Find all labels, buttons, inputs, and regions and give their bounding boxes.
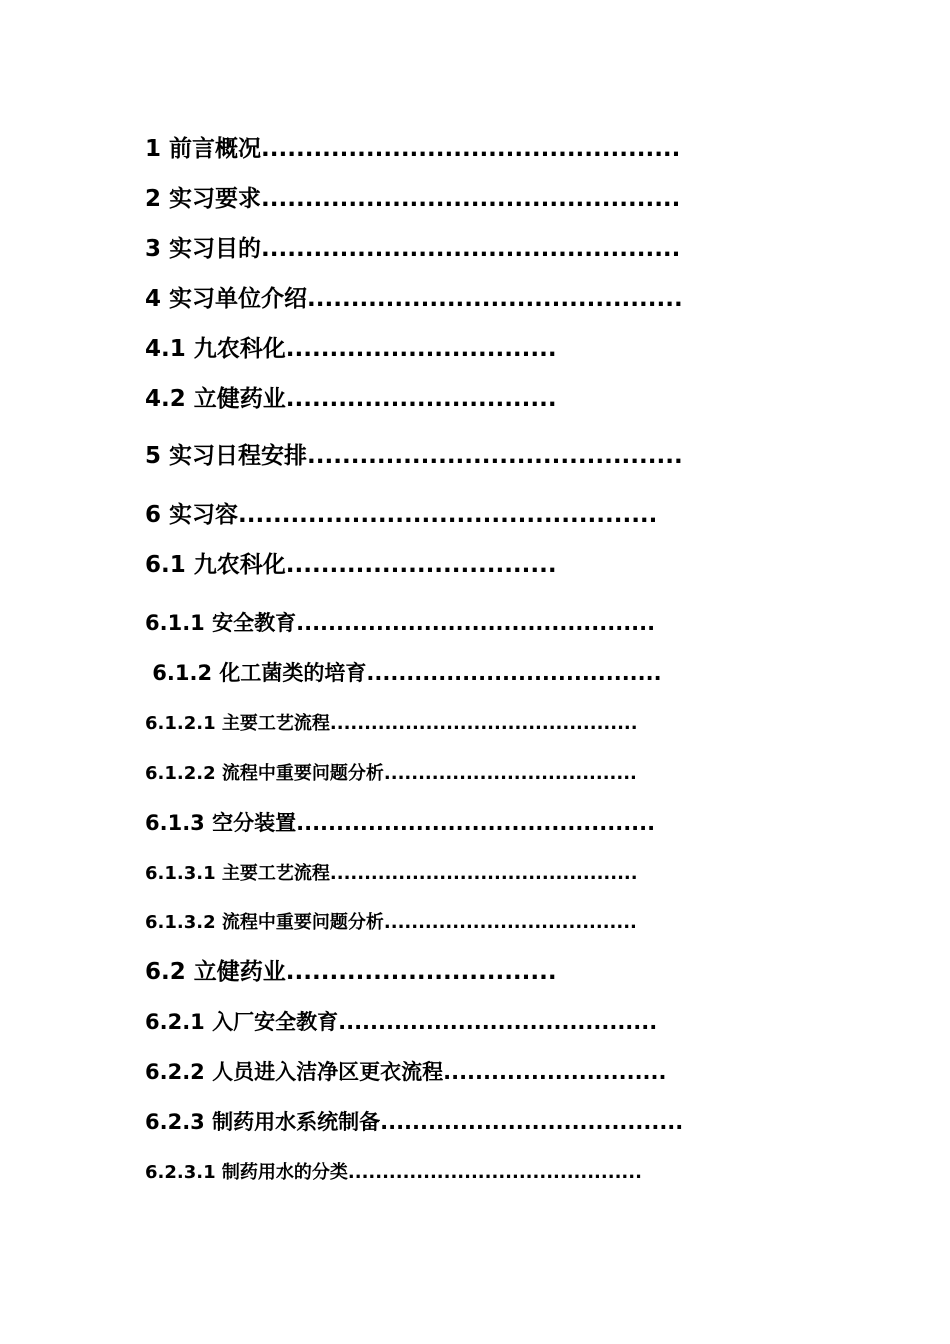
toc-entry-text: 6.1.1 安全教育 <box>145 611 297 635</box>
toc-entry-text: 6.1.2 化工菌类的培育 <box>145 661 367 685</box>
toc-entry-text: 1 前言概况 <box>145 136 262 162</box>
toc-entry-text: 6.1.3.1 主要工艺流程 <box>145 863 330 884</box>
toc-entry-text: 6.1.3 空分装置 <box>145 811 297 835</box>
toc-entry-text: 4.2 立健药业 <box>145 386 286 412</box>
toc-entry <box>145 663 662 684</box>
toc-entry <box>145 338 557 361</box>
toc-leader: ............................ <box>443 1060 667 1084</box>
toc-entry-text: 6.2 立健药业 <box>145 959 286 985</box>
toc-leader: ................................................ <box>261 136 681 162</box>
toc-leader: ............................................. <box>329 713 638 734</box>
toc-entry <box>145 388 557 411</box>
toc-entry-text: 4.1 九农科化 <box>145 336 286 362</box>
toc-entry <box>145 961 557 984</box>
toc-entry-text: 6.2.1 入厂安全教育 <box>145 1010 339 1034</box>
toc-entry <box>145 1012 657 1033</box>
toc-entry-text: 6.2.3 制药用水系统制备 <box>145 1110 381 1134</box>
toc-leader: ............................................. <box>329 863 638 884</box>
toc-leader: ............................................. <box>296 611 656 635</box>
toc-leader: ........................................... <box>347 1162 642 1183</box>
toc-entry <box>145 288 683 311</box>
toc-entry <box>145 1112 683 1133</box>
toc-leader: ................................................ <box>261 236 681 262</box>
toc-entry-text: 2 实习要求 <box>145 186 262 212</box>
toc-entry <box>145 445 683 468</box>
toc-leader: ............................... <box>285 386 557 412</box>
toc-leader: ............................... <box>285 959 557 985</box>
toc-entry <box>145 504 657 527</box>
toc-entry <box>145 554 557 577</box>
toc-entry-text: 6.2.3.1 制药用水的分类 <box>145 1162 348 1183</box>
toc-entry <box>145 613 655 634</box>
toc-entry-text: 5 实习日程安排 <box>145 443 308 469</box>
toc-entry <box>145 914 637 932</box>
toc-entry-text: 6.2.2 人员进入洁净区更衣流程 <box>145 1060 444 1084</box>
toc-entry-text: 6 实习容 <box>145 502 239 528</box>
toc-entry <box>145 865 638 883</box>
toc-leader: ........................................... <box>307 443 683 469</box>
toc-leader: ...................................... <box>380 1110 684 1134</box>
toc-entry-text: 4 实习单位介绍 <box>145 286 308 312</box>
toc-entry <box>145 1164 642 1182</box>
toc-leader: ........................................ <box>338 1010 658 1034</box>
toc-entry-text: 6.1 九农科化 <box>145 552 286 578</box>
toc-entry-text: 6.1.3.2 流程中重要问题分析 <box>145 912 384 933</box>
toc-entry-text: 6.1.2.2 流程中重要问题分析 <box>145 763 384 784</box>
toc-leader: ..................................... <box>383 912 637 933</box>
toc-leader: ........................................... <box>307 286 683 312</box>
toc-leader: ................................................ <box>238 502 658 528</box>
toc-leader: ..................................... <box>366 661 662 685</box>
toc-leader: ............................................. <box>296 811 656 835</box>
toc-leader: ................................................ <box>261 186 681 212</box>
toc-leader: ..................................... <box>383 763 637 784</box>
toc-entry <box>145 1062 666 1083</box>
toc-entry <box>145 188 680 211</box>
toc-leader: ............................... <box>285 336 557 362</box>
toc-entry-text: 6.1.2.1 主要工艺流程 <box>145 713 330 734</box>
toc-entry <box>145 765 637 783</box>
toc-entry <box>145 238 680 261</box>
toc-entry <box>145 715 638 733</box>
toc-entry <box>145 138 680 161</box>
toc-entry <box>145 813 655 834</box>
toc-entry-text: 3 实习目的 <box>145 236 262 262</box>
toc-leader: ............................... <box>285 552 557 578</box>
